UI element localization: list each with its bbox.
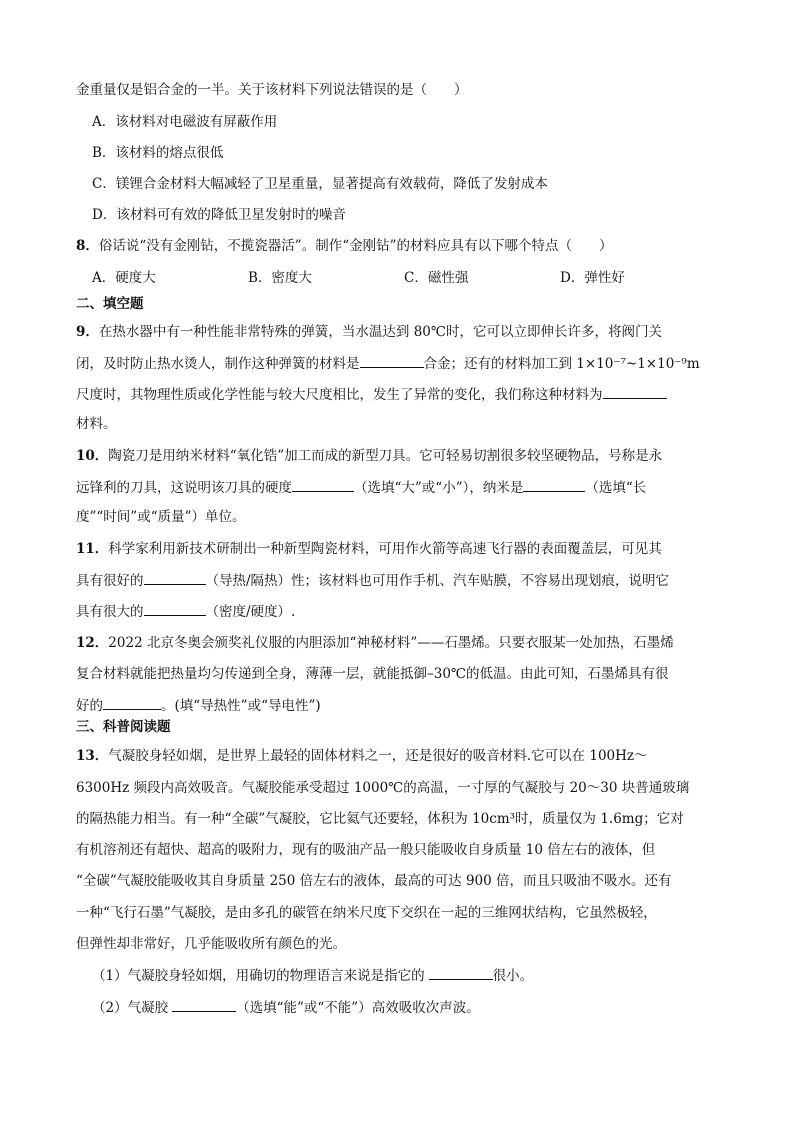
q11-text-2a: 具有很好的 bbox=[76, 573, 144, 589]
q8-stem bbox=[76, 236, 716, 256]
q12-blank[interactable] bbox=[103, 695, 161, 710]
q12-line-1 bbox=[76, 633, 716, 653]
q9-blank-1[interactable] bbox=[360, 353, 424, 368]
q10-blank-1[interactable] bbox=[292, 477, 354, 492]
q11-text-3b: （密度/硬度）. bbox=[205, 604, 296, 620]
q13-line-6: 一种“飞行石墨”气凝胶，是由多孔的碳管在纳米尺度下交织在一起的三维网状结构，它虽然极轻， bbox=[76, 905, 657, 921]
q13-sub1-text-a: （1）气凝胶身轻如烟，用确切的物理语言来说是指它的 bbox=[92, 968, 425, 984]
q11-text-2b: （导热/隔热）性；该材料也可用作手机、汽车贴膜，不容易出现划痕，说明它 bbox=[205, 573, 670, 589]
q11-number: 11． bbox=[76, 541, 109, 557]
q10-text-2a: 远锋利的刀具，这说明该刀具的硬度 bbox=[76, 480, 292, 496]
q9-text-2a: 闭，及时防止热水烫人，制作这种弹簧的材料是 bbox=[76, 356, 360, 372]
q13-line-4: 有机溶剂还有超快、超高的吸附力，现有的吸油产品一般只能吸收自身质量 10 倍左右的液体，但 bbox=[76, 842, 656, 858]
q9-line-2 bbox=[76, 353, 716, 374]
q11-blank-2[interactable] bbox=[144, 601, 206, 616]
q12-number: 12． bbox=[76, 635, 109, 651]
q11-text-3a: 具有很大的 bbox=[76, 604, 144, 620]
q11-text-1: 科学家利用新技术研制出一种新型陶瓷材料，可用作火箭等高速飞行器的表面覆盖层，可见其 bbox=[108, 541, 662, 557]
section-reading: 三、科普阅读题 bbox=[76, 719, 171, 735]
q12-text-1: 2022 北京冬奥会颁奖礼仪服的内胆添加“神秘材料”——石墨烯。只要衣服某一处加热，石墨烯 bbox=[108, 635, 674, 651]
q10-number: 10． bbox=[76, 448, 109, 464]
q8-option-b: B．密度大 bbox=[248, 270, 312, 286]
q7-stem: 金重量仅是铝合金的一半。关于该材料下列说法错误的是（ ） bbox=[76, 82, 468, 98]
q13-line-1 bbox=[76, 746, 716, 766]
q10-text-1: 陶瓷刀是用纳米材料“氧化锆”加工而成的新型刀具。它可轻易切割很多较坚硬物品，号称是永 bbox=[108, 448, 663, 464]
q7-option-c: C．镁锂合金材料大幅减轻了卫星重量，显著提高有效载荷，降低了发射成本 bbox=[92, 176, 548, 192]
q7-option-b: B．该材料的熔点很低 bbox=[92, 145, 224, 161]
q7-option-a: A．该材料对电磁波有屏蔽作用 bbox=[92, 114, 278, 130]
q12-text-3b: 。(填“导热性”或“导电性”) bbox=[161, 698, 321, 714]
q12-text-3a: 好的 bbox=[76, 698, 103, 714]
q8-text: 俗话说“没有金刚钻，不揽瓷器活”。制作“金刚钻”的材料应具有以下哪个特点（ ） bbox=[98, 238, 613, 254]
q13-sub-1 bbox=[92, 965, 732, 986]
q9-line-1 bbox=[76, 322, 716, 342]
q9-blank-2[interactable] bbox=[603, 384, 667, 399]
q13-line-3: 的隔热能力相当。有一种“全碳”气凝胶，它比氦气还要轻，体积为 10cm³时，质量仅为 1.6mg；它对 bbox=[76, 811, 684, 827]
q13-sub2-text-a: （2）气凝胶 bbox=[92, 1000, 169, 1016]
q13-sub-2 bbox=[92, 997, 732, 1018]
q13-line-7: 但弹性却非常好，几乎能吸收所有颜色的光。 bbox=[76, 936, 346, 952]
q9-text-3: 尺度时，其物理性质或化学性能与较大尺度相比，发生了异常的变化，我们称这种材料为 bbox=[76, 387, 603, 403]
q13-number: 13． bbox=[76, 748, 109, 764]
q10-text-2b: （选填“大”或“小”），纳米是 bbox=[354, 480, 524, 496]
q11-blank-1[interactable] bbox=[144, 570, 206, 585]
q10-line-3: 度”“时间”或“质量”）单位。 bbox=[76, 509, 246, 525]
q8-number: 8． bbox=[76, 238, 99, 254]
q11-line-3 bbox=[76, 601, 716, 622]
q9-line-4: 材料。 bbox=[76, 416, 117, 432]
q12-line-3 bbox=[76, 695, 716, 716]
q13-line-2: 6300Hz 频段内高效吸音。气凝胶能承受超过 1000℃的高温，一寸厚的气凝胶与 20～30 块普通玻璃 bbox=[76, 780, 690, 796]
q10-line-2 bbox=[76, 477, 716, 498]
q13-sub2-blank[interactable] bbox=[172, 997, 236, 1012]
q9-text-2b: 合金；还有的材料加工到 1×10⁻⁷~1×10⁻⁹m bbox=[423, 356, 700, 372]
q11-line-2 bbox=[76, 570, 716, 591]
q13-text-1: 气凝胶身轻如烟，是世界上最轻的固体材料之一，还是很好的吸音材料.它可以在 100Hz～ bbox=[108, 748, 648, 764]
section-fill-in: 二、填空题 bbox=[76, 296, 144, 312]
q8-option-a: A．硬度大 bbox=[92, 270, 156, 286]
q10-line-1 bbox=[76, 446, 716, 466]
q13-sub1-text-b: 很小。 bbox=[492, 968, 534, 984]
q13-sub2-text-b: （选填“能”或“不能”）高效吸收次声波。 bbox=[236, 1000, 480, 1016]
q8-option-d: D．弹性好 bbox=[560, 270, 625, 286]
q9-number: 9． bbox=[76, 324, 99, 340]
q7-option-d: D．该材料可有效的降低卫星发射时的噪音 bbox=[92, 207, 346, 223]
q8-option-c: C．磁性强 bbox=[404, 270, 469, 286]
q12-line-2: 复合材料就能把热量均匀传递到全身，薄薄一层，就能抵御–30℃的低温。由此可知，石墨烯具有很 bbox=[76, 666, 669, 682]
q10-blank-2[interactable] bbox=[523, 477, 585, 492]
q13-line-5: “全碳”气凝胶能吸收其自身质量 250 倍左右的液体，最高的可达 900 倍，而且只吸油不吸水。还有 bbox=[76, 873, 672, 889]
q10-text-2c: （选填“长 bbox=[585, 480, 647, 496]
q11-line-1 bbox=[76, 539, 716, 559]
q13-sub1-blank[interactable] bbox=[429, 965, 493, 980]
q9-text-1: 在热水器中有一种性能非常特殊的弹簧，当水温达到 80℃时，它可以立即伸长许多，将阀门关 bbox=[98, 324, 662, 340]
q9-line-3 bbox=[76, 384, 716, 405]
